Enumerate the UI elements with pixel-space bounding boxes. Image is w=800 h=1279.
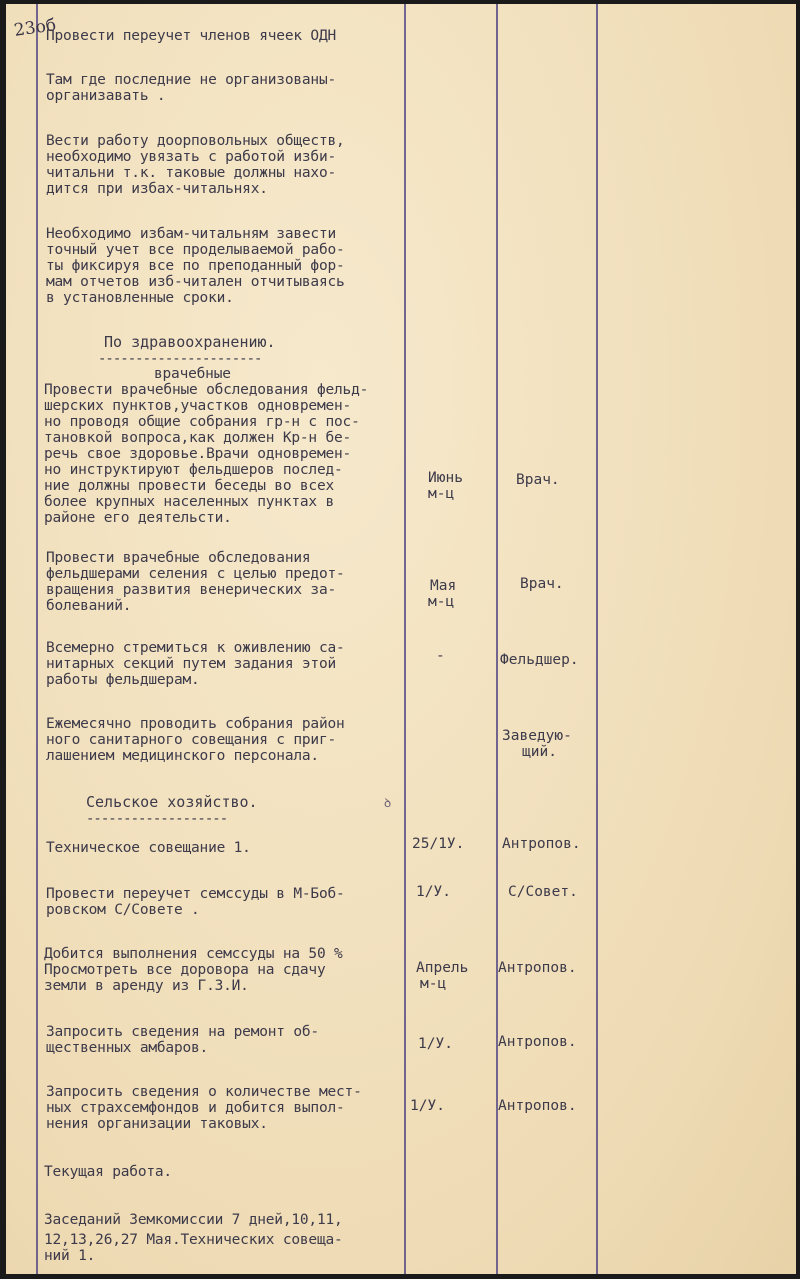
- text-line: Текущая работа.: [44, 1164, 172, 1180]
- text-line: врачебные: [154, 366, 231, 382]
- section-heading-agriculture: Сельское хозяйство.: [86, 793, 258, 811]
- column-rule-text-end: [404, 4, 406, 1274]
- text-line: Провести врачебные обследования: [46, 550, 311, 566]
- text-line: ровском С/Совете .: [46, 902, 200, 918]
- deadline-cell: Июнь: [428, 470, 463, 486]
- text-line: Просмотреть все доровора на сдачу: [44, 962, 326, 978]
- text-line: Провести переучет членов ячеек ОДН: [46, 28, 337, 44]
- section-heading-health: По здравоохранению.: [104, 333, 276, 351]
- margin-mark: ꝺ: [384, 796, 392, 810]
- text-line: Техническое совещание 1.: [46, 840, 251, 856]
- text-line: 12,13,26,27 Мая.Технических совеща-: [44, 1232, 343, 1248]
- responsible-cell: Антропов.: [498, 960, 577, 976]
- responsible-cell: Фельдшер.: [500, 652, 579, 668]
- text-line: ты фиксируя все по преподанный фор-: [46, 258, 345, 274]
- text-line: точный учет все проделываемой рабо-: [46, 242, 345, 258]
- responsible-cell: С/Совет.: [508, 884, 578, 900]
- text-line: мам отчетов изб-читален отчитываясь: [46, 274, 345, 290]
- responsible-cell: Антропов.: [502, 836, 581, 852]
- text-line: дится при избах-читальнях.: [46, 181, 268, 197]
- text-line: Провести переучет семссуды в М-Боб-: [46, 886, 345, 902]
- text-line: тановкой вопроса,как должен Кр-н бе-: [44, 430, 352, 446]
- text-line: необходимо увязать с работой изби-: [46, 149, 337, 165]
- responsible-cell: Антропов.: [498, 1034, 577, 1050]
- heading-underline: ----------------------: [98, 351, 262, 367]
- text-line: ных страхсемфондов и добится выпол-: [46, 1100, 345, 1116]
- text-line: речь свое здоровье.Врачи одновремен-: [44, 446, 352, 462]
- text-line: Заседаний Земкомиссии 7 дней,10,11,: [44, 1212, 343, 1228]
- text-line: болеваний.: [46, 598, 132, 614]
- deadline-cell: Мая: [430, 578, 457, 594]
- responsible-cell: Врач.: [520, 576, 564, 592]
- text-line: читальни т.к. таковые должны нахо-: [46, 165, 337, 181]
- text-line: шерских пунктов,участков одновремен-: [44, 398, 352, 414]
- column-rule-date-end: [496, 4, 498, 1274]
- column-rule-left: [36, 4, 38, 1274]
- text-line: работы фельдшерам.: [46, 672, 200, 688]
- text-line: Запросить сведения на ремонт об-: [46, 1024, 319, 1040]
- text-line: ний 1.: [44, 1248, 96, 1264]
- text-line: Там где последние не организованы-: [46, 72, 337, 88]
- deadline-cell: 25/1У.: [412, 836, 465, 852]
- text-line: более крупных населенных пунктах в: [44, 494, 335, 510]
- heading-underline: -------------------: [86, 811, 228, 827]
- deadline-cell: 1/У.: [410, 1098, 445, 1114]
- deadline-cell: м-ц: [420, 976, 447, 992]
- deadline-cell: Апрель: [416, 960, 469, 976]
- responsible-cell: Антропов.: [498, 1098, 577, 1114]
- text-line: в установленные сроки.: [46, 290, 234, 306]
- text-line: вращения развития венерических за-: [46, 582, 337, 598]
- deadline-cell: м-ц: [428, 594, 455, 610]
- deadline-cell: -: [436, 648, 445, 664]
- responsible-cell: Заведую-: [502, 728, 572, 744]
- text-line: ного санитарного совещания с приг-: [46, 732, 337, 748]
- text-line: Добится выполнения семссуды на 50 %: [44, 946, 343, 962]
- text-line: ние должны провести беседы во всех: [44, 478, 335, 494]
- text-line: Вести работу доорповольных обществ,: [46, 133, 345, 149]
- text-line: но проводя общие собрания гр-н с пос-: [44, 414, 360, 430]
- text-line: Запросить сведения о количестве мест-: [46, 1084, 362, 1100]
- text-line: районе его деятельсти.: [44, 510, 232, 526]
- column-rule-resp-end: [596, 4, 598, 1274]
- text-line: Провести врачебные обследования фельд-: [44, 382, 369, 398]
- text-line: но инструктируют фельдшеров послед-: [44, 462, 343, 478]
- text-line: Ежемесячно проводить собрания район: [46, 716, 345, 732]
- text-line: земли в аренду из Г.З.И.: [44, 978, 249, 994]
- text-line: организавать .: [46, 88, 166, 104]
- folio-number: 23об: [12, 15, 58, 41]
- deadline-cell: 1/У.: [416, 884, 451, 900]
- responsible-cell: щий.: [522, 744, 557, 760]
- deadline-cell: м-ц: [428, 486, 455, 502]
- text-line: щественных амбаров.: [46, 1040, 209, 1056]
- text-line: лашением медицинского персонала.: [46, 748, 319, 764]
- text-line: фельдшерами селения с целью предот-: [46, 566, 345, 582]
- text-line: нения организации таковых.: [46, 1116, 268, 1132]
- text-line: Необходимо избам-читальням завести: [46, 226, 337, 242]
- text-line: Всемерно стремиться к оживлению са-: [46, 640, 345, 656]
- text-line: нитарных секций путем задания этой: [46, 656, 337, 672]
- deadline-cell: 1/У.: [418, 1036, 453, 1052]
- responsible-cell: Врач.: [516, 472, 560, 488]
- document-page: [6, 4, 796, 1274]
